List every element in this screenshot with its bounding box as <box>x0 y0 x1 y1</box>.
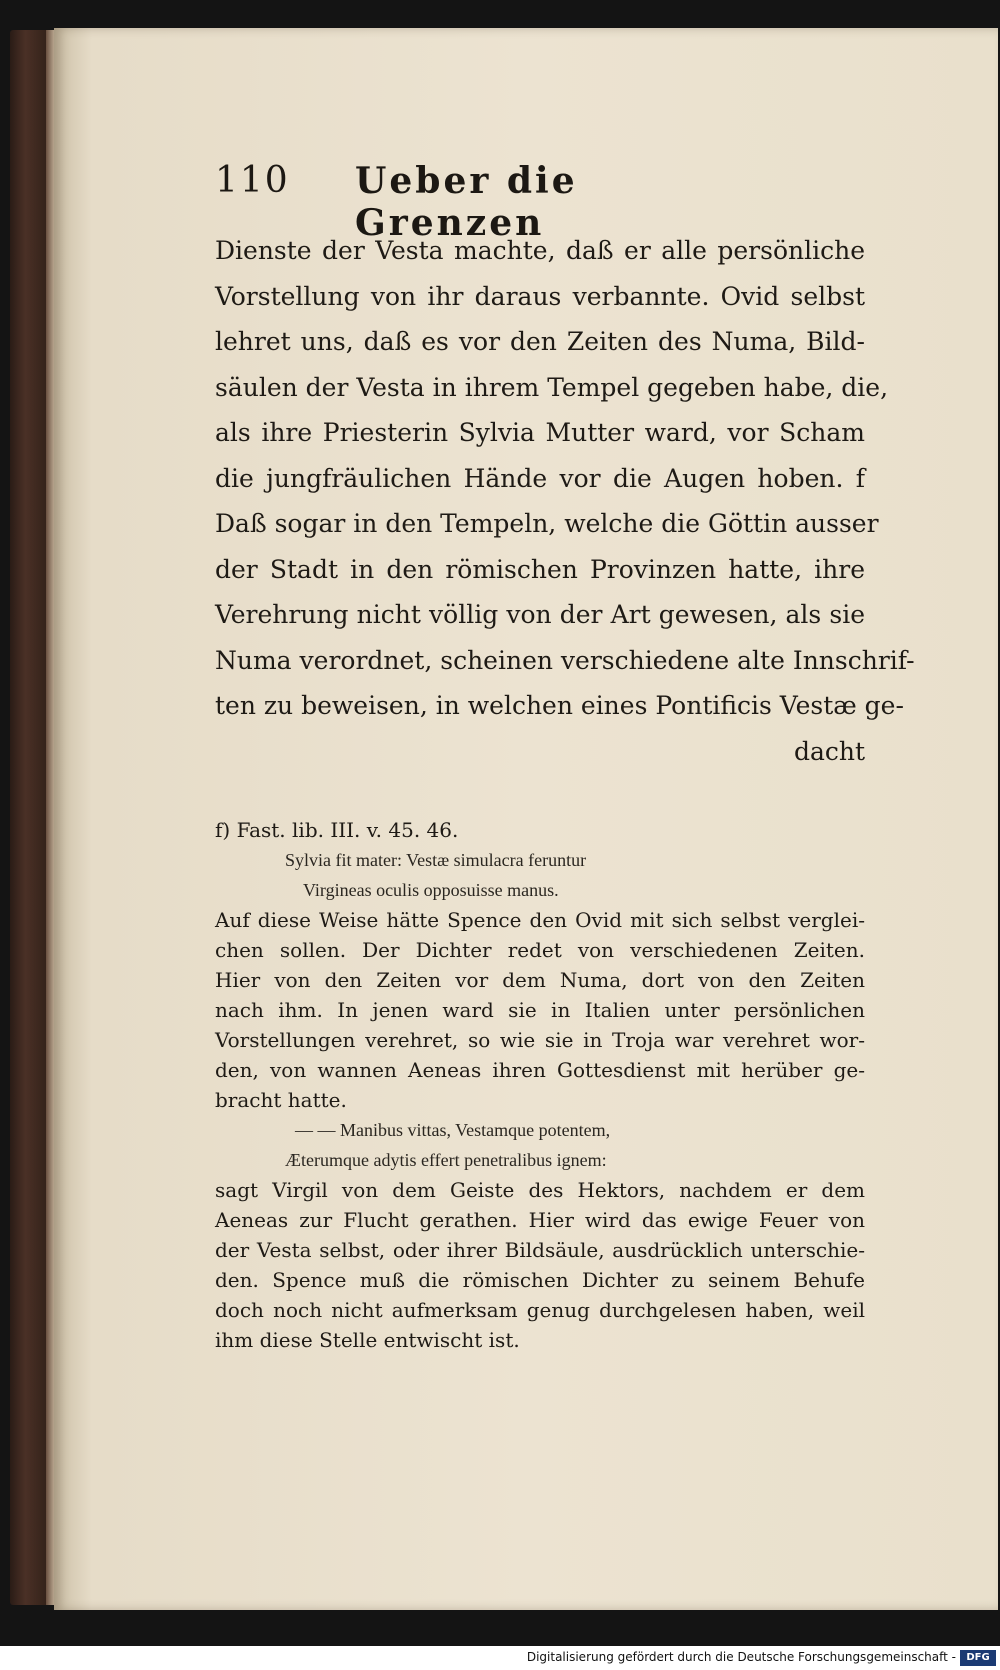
catchword: dacht <box>793 736 865 766</box>
latin-quote-line: Virgineas oculis opposuisse manus. <box>303 880 559 900</box>
text-line: als ihre Priesterin Sylvia Mutter ward, vor Scham <box>215 418 865 447</box>
main-text <box>215 228 915 774</box>
page-number: 110 <box>215 160 290 201</box>
text-line: lehret uns, daß es vor den Zeiten des Numa, Bild- <box>215 327 865 356</box>
text-line: Vorstellung von ihr daraus verbannte. Ovid selbst <box>215 281 865 311</box>
footnote-line: nach ihm. In jenen ward sie in Italien unter persönlichen <box>215 998 865 1022</box>
footnote-reference: f) Fast. lib. III. v. 45. 46. <box>215 818 459 842</box>
footnote-line: chen sollen. Der Dichter redet von verschiedenen Zeiten. <box>215 938 865 962</box>
footnote-line: Vorstellungen verehret, so wie sie in Troja war verehret wor- <box>215 1028 865 1052</box>
footnote-line: doch noch nicht aufmerksam genug durchgelesen haben, weil <box>215 1298 865 1322</box>
footnote-line: bracht hatte. <box>215 1088 347 1112</box>
funding-credit: Digitalisierung gefördert durch die Deutsche Forschungsgemeinschaft - <box>526 1650 956 1664</box>
latin-quote-line: Æterumque adytis effert penetralibus ignem: <box>285 1150 607 1170</box>
latin-quote-line: Sylvia fit mater: Vestæ simulacra feruntur <box>285 850 587 870</box>
page-header <box>215 160 715 244</box>
text-line: säulen der Vesta in ihrem Tempel gegeben habe, die, <box>215 372 889 402</box>
text-line: ten zu beweisen, in welchen eines Pontificis Vestæ ge- <box>215 691 904 720</box>
text-line: Verehrung nicht völlig von der Art gewesen, als sie <box>215 600 865 629</box>
text-line: die jungfräulichen Hände vor die Augen hoben. f <box>215 463 865 493</box>
footnote-line: den. Spence muß die römischen Dichter zu seinem Behufe <box>215 1268 865 1292</box>
footnote-line: sagt Virgil von dem Geiste des Hektors, nachdem er dem <box>215 1178 865 1202</box>
footnote <box>215 815 865 1355</box>
footnote-line: der Vesta selbst, oder ihrer Bildsäule, ausdrücklich unterschie- <box>215 1238 865 1262</box>
text-line: der Stadt in den römischen Provinzen hatte, ihre <box>215 554 865 584</box>
text-line: Numa verordnet, scheinen verschiedene alte Innschrif- <box>215 645 915 675</box>
running-head: Ueber die Grenzen <box>355 160 578 244</box>
latin-quote-line: — — Manibus vittas, Vestamque potentem, <box>295 1120 611 1140</box>
dfg-logo: DFG <box>960 1650 996 1666</box>
footnote-line: Hier von den Zeiten vor dem Numa, dort von den Zeiten <box>215 968 865 992</box>
footnote-line: Auf diese Weise hätte Spence den Ovid mit sich selbst verglei- <box>215 908 865 932</box>
text-line: Daß sogar in den Tempeln, welche die Göttin ausser <box>215 509 879 538</box>
funding-banner <box>0 1646 1000 1670</box>
footnote-line: den, von wannen Aeneas ihren Gottesdienst mit herüber ge- <box>215 1058 865 1082</box>
footnote-line: ihm diese Stelle entwischt ist. <box>215 1328 520 1352</box>
footnote-line: Aeneas zur Flucht gerathen. Hier wird das ewige Feuer von <box>215 1208 865 1232</box>
text-line: Dienste der Vesta machte, daß er alle persönliche <box>215 236 865 265</box>
